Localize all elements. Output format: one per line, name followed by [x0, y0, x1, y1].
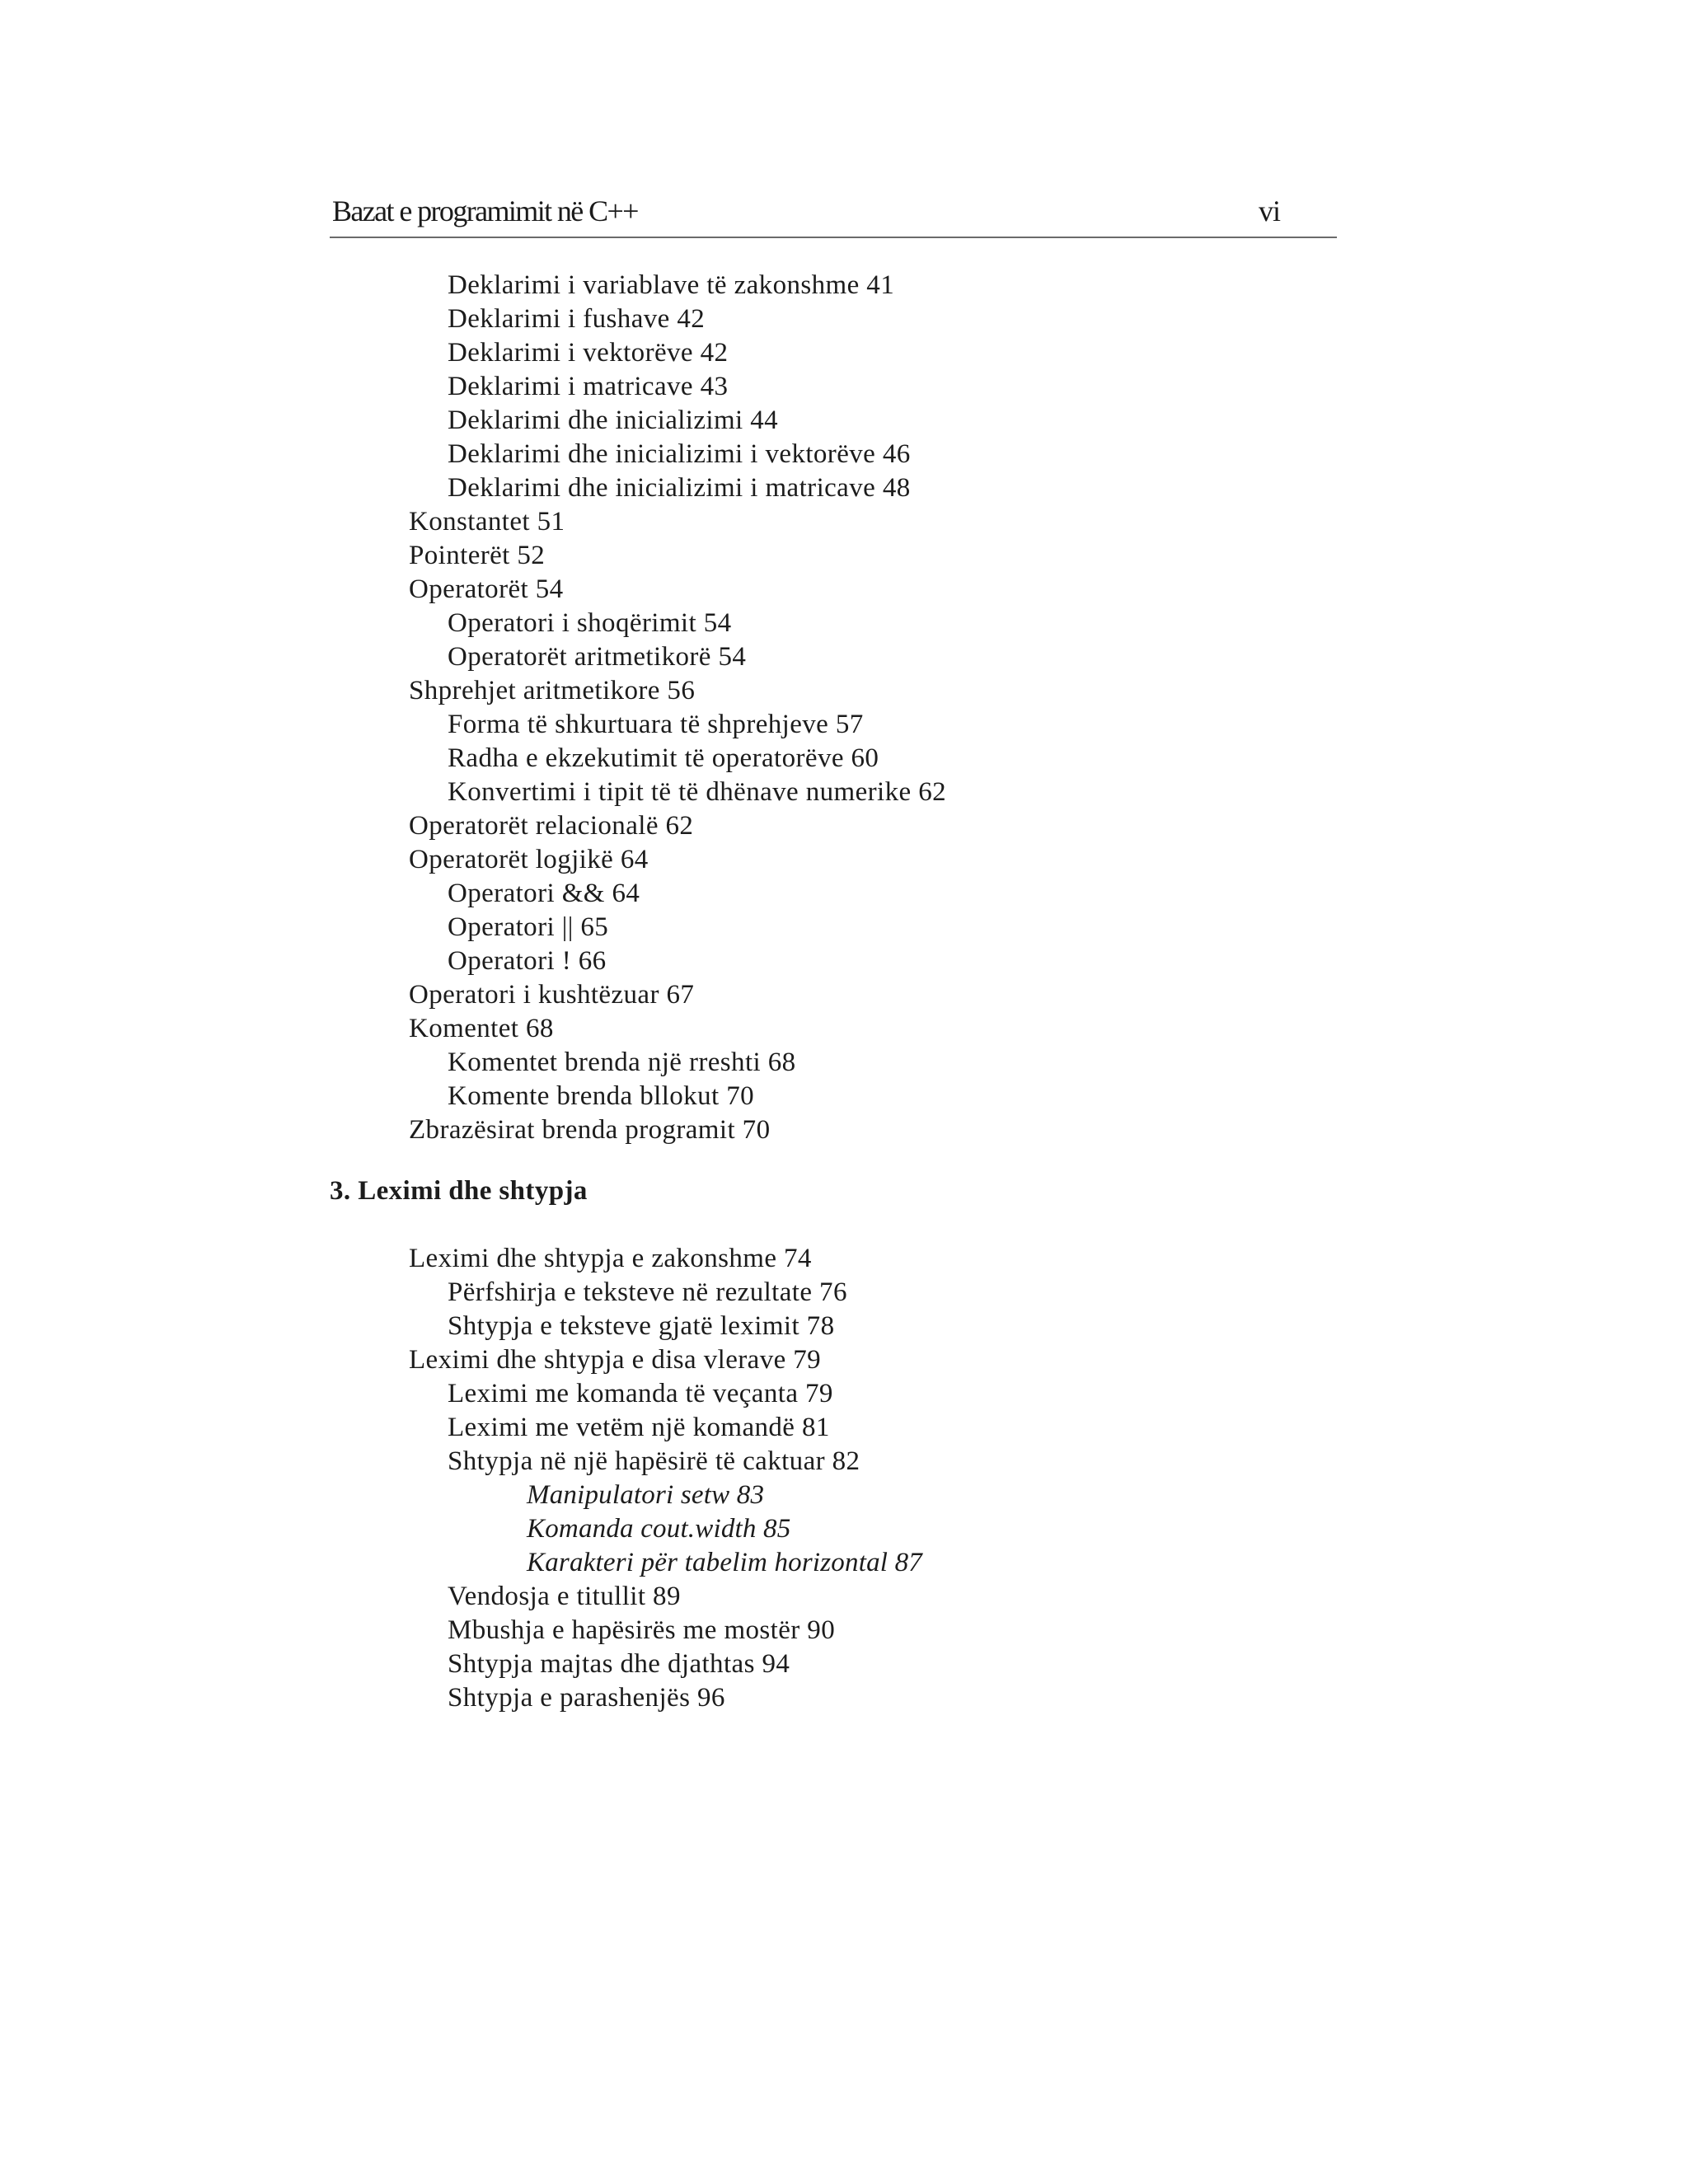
table-of-contents-continued — [0, 269, 1688, 1147]
toc-entry-level-2: Shtypja majtas dhe djathtas 94 — [448, 1649, 790, 1679]
toc-entry-level-2: Shtypja e parashenjës 96 — [448, 1683, 725, 1713]
toc-entry-level-2: Komente brenda bllokut 70 — [448, 1081, 755, 1111]
page-number: vi — [1258, 194, 1280, 227]
toc-entry-level-2: Deklarimi i variablave të zakonshme 41 — [448, 270, 895, 300]
toc-entry-level-2: Deklarimi i vektorëve 42 — [448, 338, 729, 368]
toc-entry-level-2: Mbushja e hapësirës me mostër 90 — [448, 1615, 836, 1645]
toc-entry-level-1: Leximi dhe shtypja e disa vlerave 79 — [409, 1345, 822, 1375]
toc-entry-level-2: Operatori && 64 — [448, 879, 640, 908]
chapter-3-contents — [0, 1242, 1688, 1715]
toc-entry-level-2: Konvertimi i tipit të të dhënave numerike 62 — [448, 777, 947, 807]
toc-entry-level-2: Deklarimi i matricave 43 — [448, 372, 729, 401]
toc-entry-level-3: Komanda cout.width 85 — [527, 1514, 791, 1544]
toc-entry-level-2: Vendosja e titullit 89 — [448, 1582, 681, 1611]
toc-entry-level-1: Operatorët relacionalë 62 — [409, 811, 694, 841]
toc-entry-level-1: Shprehjet aritmetikore 56 — [409, 676, 696, 705]
toc-entry-level-3: Karakteri për tabelim horizontal 87 — [527, 1548, 922, 1577]
toc-entry-level-2: Deklarimi dhe inicializimi i vektorëve 46 — [448, 439, 911, 469]
toc-entry-level-1: Konstantet 51 — [409, 507, 565, 537]
toc-entry-level-2: Deklarimi dhe inicializimi i matricave 48 — [448, 473, 911, 503]
toc-entry-level-1: Leximi dhe shtypja e zakonshme 74 — [409, 1244, 812, 1273]
toc-entry-level-1: Zbrazësirat brenda programit 70 — [409, 1115, 771, 1145]
chapter-3-heading: 3. Leximi dhe shtypja — [330, 1176, 588, 1206]
toc-entry-level-2: Leximi me komanda të veçanta 79 — [448, 1379, 833, 1408]
book-title: Bazat e programimit në C++ — [332, 194, 638, 227]
toc-entry-level-3: Manipulatori setw 83 — [527, 1480, 765, 1510]
toc-entry-level-1: Pointerët 52 — [409, 541, 546, 570]
toc-entry-level-2: Shtypja e teksteve gjatë leximit 78 — [448, 1311, 835, 1341]
toc-entry-level-2: Shtypja në një hapësirë të caktuar 82 — [448, 1446, 860, 1476]
toc-entry-level-1: Operatorët 54 — [409, 574, 564, 604]
toc-entry-level-2: Komentet brenda një rreshti 68 — [448, 1047, 796, 1077]
toc-entry-level-2: Deklarimi i fushave 42 — [448, 304, 706, 334]
toc-entry-level-1: Operatori i kushtëzuar 67 — [409, 980, 695, 1010]
toc-entry-level-2: Operatori || 65 — [448, 912, 609, 942]
running-header — [330, 192, 1337, 238]
toc-entry-level-1: Operatorët logjikë 64 — [409, 845, 649, 874]
toc-entry-level-2: Përfshirja e teksteve në rezultate 76 — [448, 1277, 847, 1307]
toc-entry-level-2: Leximi me vetëm një komandë 81 — [448, 1413, 830, 1442]
toc-entry-level-1: Komentet 68 — [409, 1014, 554, 1043]
toc-entry-level-2: Deklarimi dhe inicializimi 44 — [448, 405, 779, 435]
toc-entry-level-2: Operatorët aritmetikorë 54 — [448, 642, 747, 672]
toc-entry-level-2: Forma të shkurtuara të shprehjeve 57 — [448, 710, 864, 739]
toc-entry-level-2: Operatori ! 66 — [448, 946, 607, 976]
toc-entry-level-2: Radha e ekzekutimit të operatorëve 60 — [448, 743, 879, 773]
toc-entry-level-2: Operatori i shoqërimit 54 — [448, 608, 732, 638]
